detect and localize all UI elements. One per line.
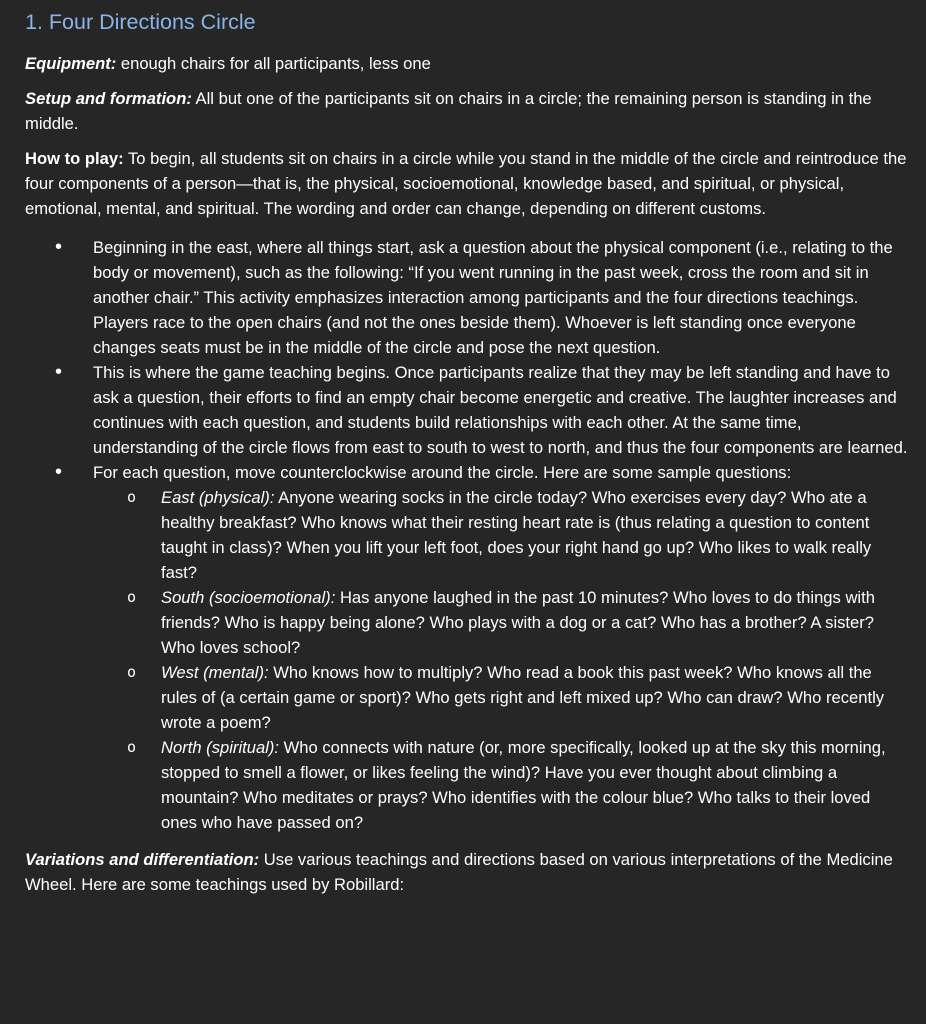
sub-bullet-text: Anyone wearing socks in the circle today? Who exercises every day? Who ate a healthy breakfast? Who knows what their resting heart rate is (thus relating a question to content taught in class)? When you lift your left foot, does your right hand go up? Who likes to walk really fast?	[161, 488, 872, 582]
sub-bullet-label: West (mental):	[161, 663, 269, 682]
sub-bullet-list	[93, 485, 910, 835]
how-to-play-label: How to play:	[25, 149, 124, 168]
sub-bullet-item-east	[161, 485, 910, 585]
bullet-item: • This is where the game teaching begins. Once participants realize that they may be left standing and have to ask a question, their efforts to find an empty chair become energetic and creative. The laughter increases and continues with each question, and students build relationships with each other. At the same time, understanding of the circle flows from east to south to west to north, and thus the four components are learned.	[93, 360, 910, 460]
bullet-item-text: For each question, move counterclockwise around the circle. Here are some sample questions:	[93, 463, 792, 482]
equipment-text: enough chairs for all participants, less one	[116, 54, 431, 73]
sub-bullet-text: Who connects with nature (or, more specifically, looked up at the sky this morning, stopped to smell a flower, or likes feeling the wind)? Have you ever thought about climbing a mountain? Who meditates or prays? Who identifies with the colour blue? Who talks to their loved ones who have passed on?	[161, 738, 886, 832]
sub-bullet-label: South (socioemotional):	[161, 588, 336, 607]
sub-bullet-item-west	[161, 660, 910, 735]
sub-bullet-label: North (spiritual):	[161, 738, 280, 757]
equipment-paragraph	[25, 51, 910, 76]
variations-paragraph	[25, 847, 910, 897]
sub-bullet-item-south	[161, 585, 910, 660]
setup-paragraph	[25, 86, 910, 136]
sub-bullet-text: Who knows how to multiply? Who read a book this past week? Who knows all the rules of (a certain game or sport)? Who gets right and left mixed up? Who can draw? Who recently wrote a poem?	[161, 663, 885, 732]
setup-label: Setup and formation:	[25, 89, 192, 108]
sub-bullet-label: East (physical):	[161, 488, 275, 507]
how-to-play-paragraph	[25, 146, 910, 221]
sub-bullet-text: Has anyone laughed in the past 10 minutes? Who loves to do things with friends? Who is happy being alone? Who plays with a dog or a cat? Who has a brother? A sister? Who loves school?	[161, 588, 875, 657]
variations-label: Variations and differentiation:	[25, 850, 260, 869]
how-to-play-text: To begin, all students sit on chairs in a circle while you stand in the middle of the circle and reintroduce the four components of a person—that is, the physical, socioemotional, knowledge based, and spiritual, or physical, emotional, mental, and spiritual. The wording and order can change, depending on different customs.	[25, 149, 907, 218]
document-body	[25, 8, 910, 907]
section-heading: 1. Four Directions Circle	[25, 10, 256, 34]
sub-bullet-item-north	[161, 735, 910, 835]
bullet-list	[25, 235, 910, 835]
variations-text: Use various teachings and directions based on various interpretations of the Medicine Wheel. Here are some teachings used by Robillard:	[25, 850, 893, 894]
bullet-item	[93, 460, 910, 835]
setup-text: All but one of the participants sit on chairs in a circle; the remaining person is standing in the middle.	[25, 89, 872, 133]
equipment-label: Equipment:	[25, 54, 117, 73]
bullet-item: • Beginning in the east, where all things start, ask a question about the physical component (i.e., relating to the body or movement), such as the following: “If you went running in the past week, cross the room and sit in another chair.” This activity emphasizes interaction among participants and the four directions teachings. Players race to the open chairs (and not the ones beside them). Whoever is left standing once everyone changes seats must be in the middle of the circle and pose the next question.	[93, 235, 910, 360]
